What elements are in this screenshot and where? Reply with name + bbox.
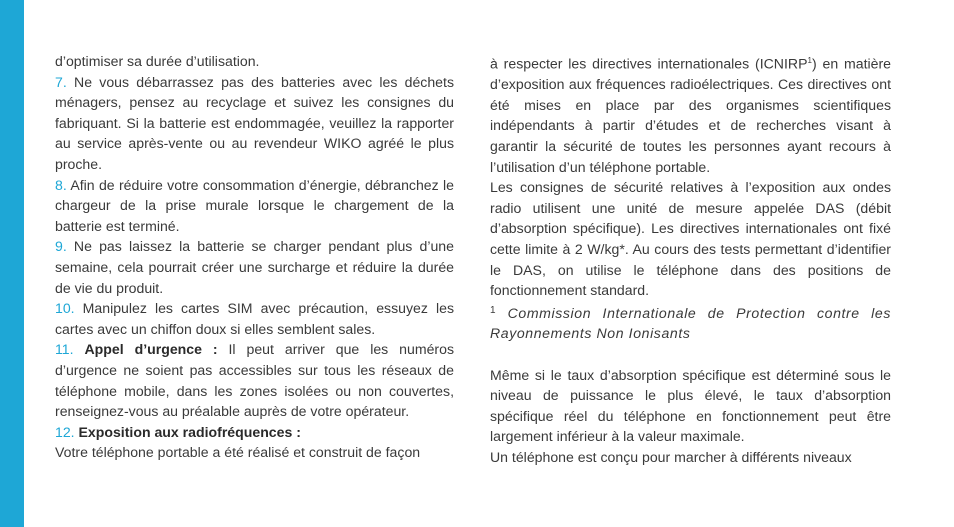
footnote-mark: 1	[490, 304, 497, 316]
item-10	[55, 298, 454, 339]
paragraph-text: ) en matière d’exposition aux fréquences radioélectriques. Ces directives ont été mises en place par des organismes scientifiques indépendants à partir d’études et de recherches visant à garantir la sécurité de toutes les personnes ayant recours à l’utilisation d’un téléphone portable.	[490, 55, 891, 175]
item-number: 8.	[55, 176, 67, 193]
item-number: 9.	[55, 238, 67, 255]
item-title: Appel d’urgence :	[84, 341, 218, 358]
item-9	[55, 236, 454, 298]
footnote-ref: 1	[807, 56, 812, 65]
item-text: Afin de réduire votre consommation d’énergie, débranchez le chargeur de la prise murale lorsque le chargement de la batterie est terminé.	[55, 176, 454, 234]
side-accent-bar	[0, 0, 24, 527]
item-number: 7.	[55, 73, 67, 90]
paragraph-levels: Un téléphone est conçu pour marcher à différents niveaux	[490, 448, 852, 465]
item-12	[55, 422, 454, 443]
item-7	[55, 72, 454, 175]
item-text: Manipulez les cartes SIM avec précaution, essuyez les cartes avec un chiffon doux si elles semblent sales.	[55, 300, 454, 337]
item-text: Ne vous débarrassez pas des batteries avec les déchets ménagers, pensez au recyclage et suivez les consignes du fabriquant. Si la batterie est endommagée, veuillez la rapporter au service après-vente ou au revendeur WIKO agréé le plus proche.	[55, 73, 454, 172]
footnote	[490, 301, 891, 344]
item-number: 11.	[55, 341, 74, 358]
paragraph-text: à respecter les directives internationales (ICNIRP	[490, 55, 808, 72]
last-line: Votre téléphone portable a été réalisé et construit de façon	[55, 444, 421, 461]
left-column	[55, 51, 454, 463]
paragraph-icnirp	[490, 51, 891, 177]
intro-line: d’optimiser sa durée d’utilisation.	[55, 53, 260, 69]
item-text: Ne pas laissez la batterie se charger pendant plus d’une semaine, cela pourrait créer une surcharge et réduire la durée de vie du produit.	[55, 238, 454, 296]
footnote-text: Commission Internationale de Protection contre les Rayonnements Non Ionisants	[490, 304, 891, 342]
item-11	[55, 339, 454, 421]
item-title: Exposition aux radiofréquences :	[78, 423, 301, 440]
item-8	[55, 175, 454, 237]
paragraph-das: Les consignes de sécurité relatives à l’exposition aux ondes radio utilisent une unité de mesure appelée DAS (débit d’absorption spécifique). Les directives internationales ont fixé cette limite à 2 W/kg*. Au cours des tests permettant d’identifier le DAS, on utilise le téléphone dans des positions de fonctionnement standard.	[490, 179, 891, 299]
paragraph-absorption: Même si le taux d’absorption spécifique est déterminé sous le niveau de puissance le plus élevé, le taux d’absorption spécifique réel du téléphone en fonctionnement peut être largement inférieur à la valeur maximale.	[490, 366, 891, 445]
item-number: 12.	[55, 423, 75, 440]
right-column	[490, 51, 891, 468]
item-number: 10.	[55, 300, 75, 317]
spacer	[490, 344, 891, 365]
item-text: Il peut arriver que les numéros d’urgence ne soient pas accessibles sur tous les réseaux de téléphone mobile, dans les zones isolées ou non couvertes, renseignez-vous au préalable auprès de votre opérateur.	[55, 341, 454, 420]
